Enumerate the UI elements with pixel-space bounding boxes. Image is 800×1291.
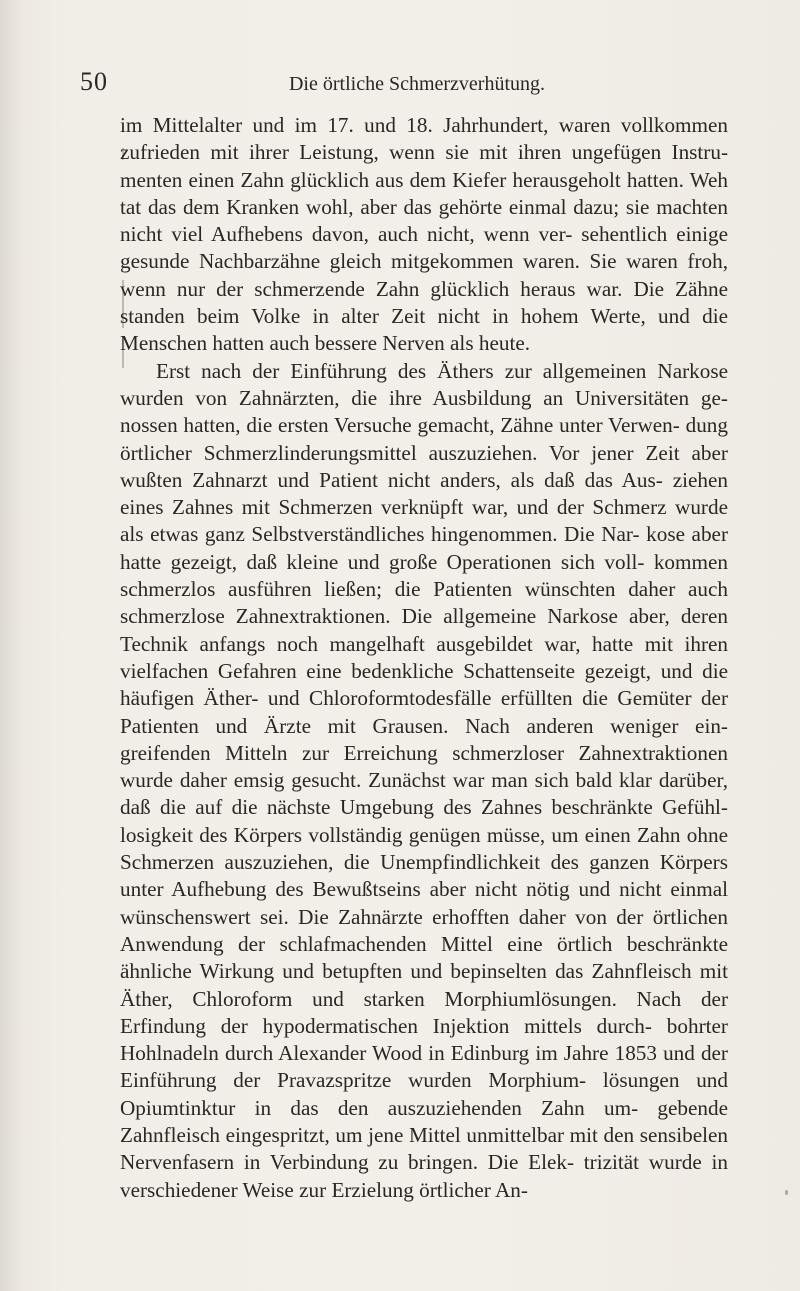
running-head: Die örtliche Schmerzverhütung. [288,73,546,95]
page-number: 50 [80,67,108,96]
paper-speck [785,1190,788,1195]
paragraph: Erst nach der Einführung des Äthers zur allgemeinen Narkose wurden von Zahnärzten, die ihre Ausbildung an Universitäten ge- nossen hatten, die ersten Versuche gemacht, Zähne unter Verwen- dung örtlicher Schmerzlinderungsmittel auszuziehen. Vor jener Zeit aber wußten Zahnarzt und Patient nicht anders, als daß das Aus- ziehen eines Zahnes mit Schmerzen verknüpft war, und der Schmerz wurde als etwas ganz Selbstverständliches hingenommen. Die Nar- kose aber hatte gezeigt, daß kleine und große Operationen sich voll- kommen schmerzlos ausführen ließen; die Patienten wünschten daher auch schmerzlose Zahnextraktionen. Die allgemeine Narkose aber, deren Technik anfangs noch mangelhaft ausgebildet war, hatte mit ihren vielfachen Gefahren eine bedenkliche Schattenseite gezeigt, und die häufigen Äther- und Chloroformtodesfälle erfüllten die Gemüter der Patienten und Ärzte mit Grausen. Nach anderen weniger ein- greifenden Mitteln zur Erreichung schmerzloser Zahnextraktionen wurde daher emsig gesucht. Zunächst war man sich bald klar darüber, daß die auf die nächste Umgebung des Zahnes beschränkte Gefühl- losigkeit des Körpers vollständig genügen müsse, um einen Zahn ohne Schmerzen auszuziehen, die Unempfindlichkeit des ganzen Körpers unter Aufhebung des Bewußtseins aber nicht nötig und nicht einmal wünschenswert sei. Die Zahnärzte erhofften daher von der örtlichen Anwendung der schlafmachenden Mittel eine örtlich beschränkte ähnliche Wirkung und betupften und bepinselten das Zahnfleisch mit Äther, Chloroform und starken Morphiumlösungen. Nach der Erfindung der hypodermatischen Injektion mittels durch- bohrter Hohlnadeln durch Alexander Wood in Edinburg im Jahre 1853 und der Einführung der Pravazspritze wurden Morphium- lösungen und Opiumtinktur in das den auszuziehenden Zahn um- gebende Zahnfleisch eingespritzt, um jene Mittel unmittelbar mit den sensibelen Nervenfasern in Verbindung zu bringen. Die Elek- trizität wurde in verschiedener Weise zur Erzielung örtlicher An- [120,358,728,1202]
page-header [80,68,720,96]
paragraph: im Mittelalter und im 17. und 18. Jahrhundert, waren vollkommen zufrieden mit ihrer Leistung, wenn sie mit ihren ungefügen Instru- menten einen Zahn glücklich aus dem Kiefer herausgeholt hatten. Weh tat das dem Kranken wohl, aber das gehörte einmal dazu; sie machten nicht viel Aufhebens davon, auch nicht, wenn ver- sehentlich einige gesunde Nachbarzähne gleich mitgekommen waren. Sie waren froh, wenn nur der schmerzende Zahn glücklich heraus war. Die Zähne standen beim Volke in alter Zeit nicht in hohem Werte, und die Menschen hatten auch bessere Nerven als heute. [120,113,728,356]
body-text [120,112,728,1204]
spine-shadow [0,0,22,1291]
